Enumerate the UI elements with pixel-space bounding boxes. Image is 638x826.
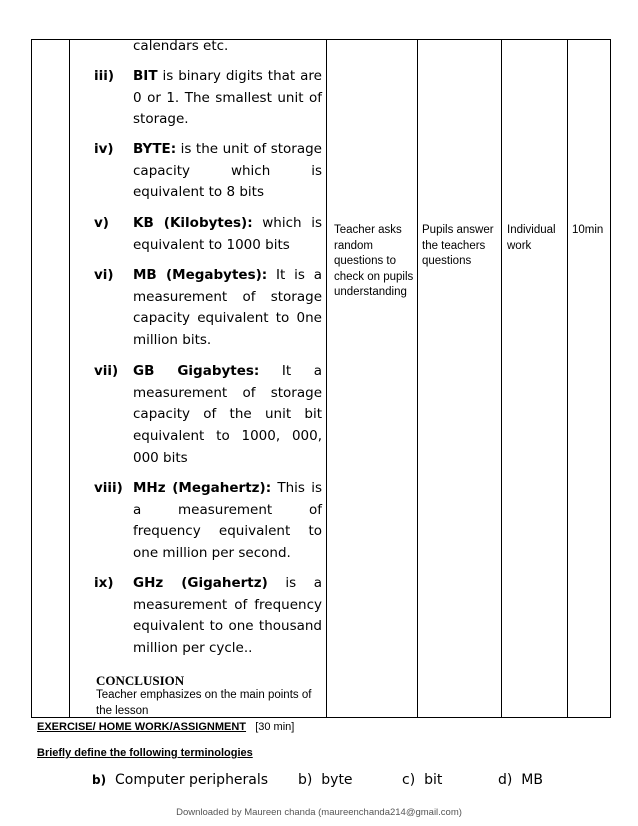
- exercise-duration: [30 min]: [255, 721, 295, 733]
- item-number: iv): [94, 141, 114, 157]
- term-text: Computer peripherals: [114, 772, 269, 788]
- item-number: v): [94, 215, 109, 231]
- download-footer: Downloaded by Maureen chanda (maureenchanda214@gmail.com): [176, 807, 462, 818]
- item-description: is a measurement of frequency equivalent to one thousand million per cycle..: [133, 575, 322, 657]
- list-item: [96, 361, 322, 470]
- list-item: [96, 573, 322, 660]
- term-text: byte: [321, 772, 353, 788]
- term-text: MB: [521, 772, 543, 788]
- column-divider: [326, 40, 327, 717]
- exercise-instruction: Briefly define the following terminologies: [37, 747, 253, 759]
- column-divider: [417, 40, 418, 717]
- term-label: c): [402, 772, 416, 788]
- item-text: calendars etc.: [133, 38, 229, 54]
- list-item: [96, 66, 322, 131]
- exercise-header: [37, 721, 294, 733]
- term-label: b): [92, 773, 107, 787]
- exercise-term: [402, 772, 442, 788]
- teacher-activity: Teacher asks random questions to check on pupils understanding: [334, 224, 414, 298]
- list-item: [96, 478, 322, 565]
- item-term: KB (Kilobytes):: [133, 215, 253, 231]
- exercise-term: [92, 772, 268, 788]
- item-term: BYTE:: [133, 141, 177, 157]
- column-divider: [69, 40, 70, 717]
- list-item: [96, 213, 322, 256]
- list-item: [96, 139, 322, 204]
- item-number: vii): [94, 363, 119, 379]
- column-divider: [501, 40, 502, 717]
- item-term: MB (Megabytes):: [133, 267, 268, 283]
- item-number: iii): [94, 68, 115, 84]
- pupil-activity: Pupils answer the teachers questions: [422, 224, 494, 267]
- item-term: GHz (Gigahertz): [133, 575, 268, 591]
- term-label: b): [298, 772, 313, 788]
- conclusion-heading: CONCLUSION: [96, 673, 185, 688]
- item-description: is the unit of storage capacity which is equivalent to 8 bits: [133, 141, 322, 201]
- conclusion-text: Teacher emphasizes on the main points of the lesson: [96, 689, 312, 717]
- list-item: [96, 265, 322, 352]
- item-description: It a measurement of storage capacity of the unit bit equivalent to 1000, 000, 000 bits: [133, 363, 322, 466]
- column-divider: [567, 40, 568, 717]
- item-description: is binary digits that are 0 or 1. The smallest unit of storage.: [133, 68, 322, 128]
- list-item: [96, 36, 322, 58]
- item-description: This is a measurement of frequency equivalent to one million per second.: [133, 480, 322, 562]
- item-number: ix): [94, 575, 114, 591]
- exercise-term: [298, 772, 353, 788]
- term-text: bit: [424, 772, 443, 788]
- item-term: GB Gigabytes:: [133, 363, 260, 379]
- item-description: which is equivalent to 1000 bits: [133, 215, 322, 253]
- item-term: MHz (Megahertz):: [133, 480, 272, 496]
- item-description: It is a measurement of storage capacity equivalent to 0ne million bits.: [133, 267, 322, 349]
- term-label: d): [498, 772, 513, 788]
- time-allocation: 10min: [572, 224, 604, 236]
- exercise-term: [498, 772, 543, 788]
- item-number: viii): [94, 480, 123, 496]
- item-number: vi): [94, 267, 114, 283]
- learning-mode: Individual work: [507, 224, 556, 252]
- item-term: BIT: [133, 68, 158, 84]
- exercise-title: EXERCISE/ HOME WORK/ASSIGNMENT: [37, 721, 247, 733]
